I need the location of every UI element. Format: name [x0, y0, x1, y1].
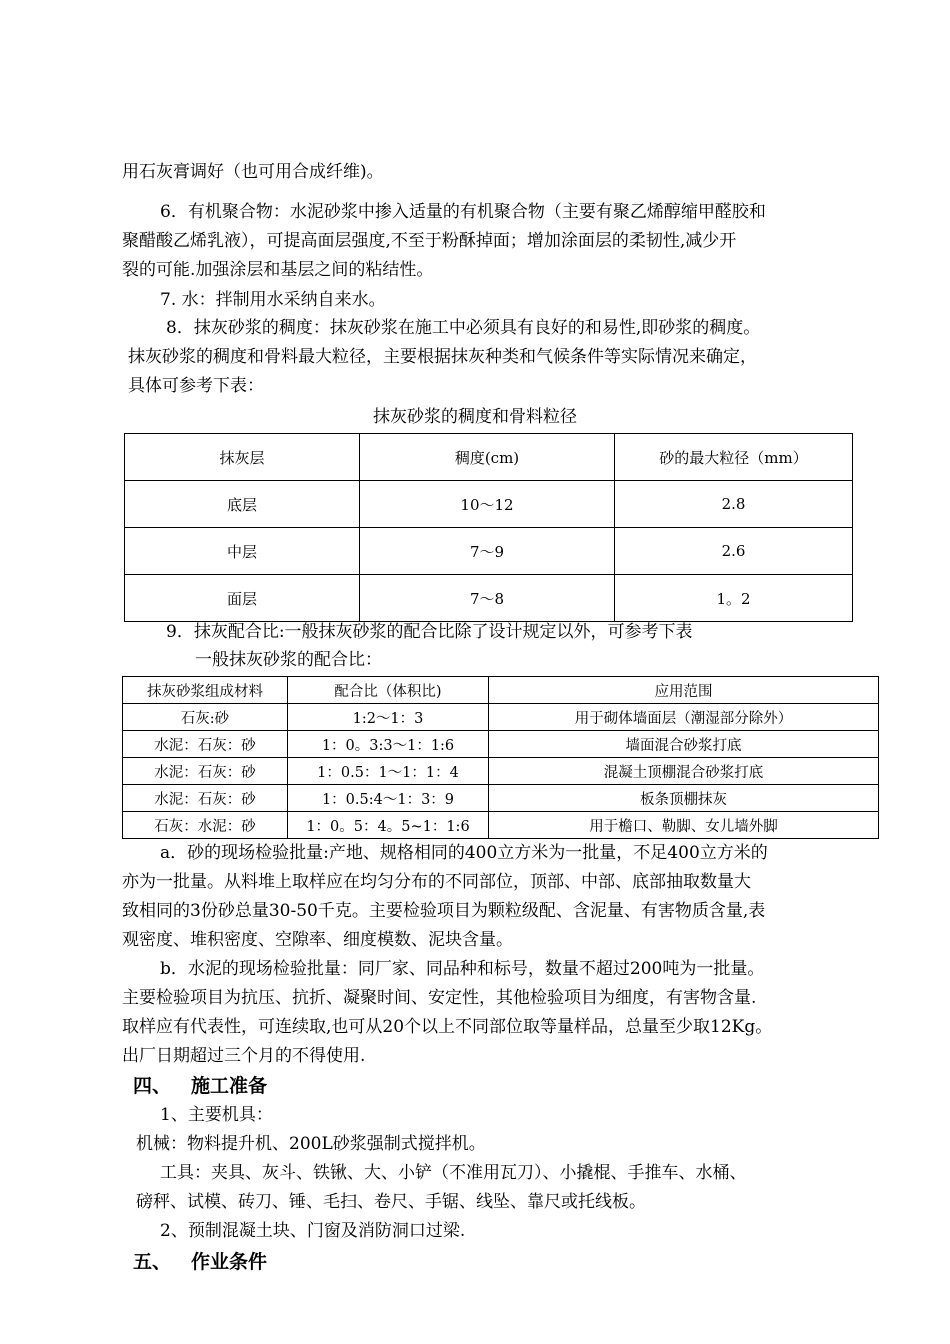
table-cell: 面层 — [125, 575, 360, 622]
table-row — [125, 481, 853, 528]
table-cell: 水泥：石灰：砂 — [123, 758, 288, 785]
table-row — [123, 758, 879, 785]
text-line: a．砂的现场检验批量:产地、规格相同的400立方米为一批量，不足400立方米的 — [160, 843, 768, 863]
table-header-cell: 砂的最大粒径（mm） — [615, 434, 853, 481]
table-cell: 2.6 — [615, 528, 853, 575]
table-header-cell: 应用范围 — [489, 677, 879, 704]
section-title: 施工准备 — [191, 1075, 268, 1097]
consistency-table — [124, 433, 853, 622]
table-caption: 一般抹灰砂浆的配合比： — [195, 650, 382, 670]
text-line: 机械：物料提升机、200L砂浆强制式搅拌机。 — [136, 1134, 486, 1154]
table-header-cell: 抹灰层 — [125, 434, 360, 481]
table-row — [123, 704, 879, 731]
table-row — [125, 575, 853, 622]
table-cell: 1:2～1：3 — [288, 704, 489, 731]
table-row — [125, 528, 853, 575]
table-cell: 水泥：石灰：砂 — [123, 785, 288, 812]
table-header-row — [123, 677, 879, 704]
table-cell: 墙面混合砂浆打底 — [489, 731, 879, 758]
text-line: 6．有机聚合物：水泥砂浆中掺入适量的有机聚合物（主要有聚乙烯醇缩甲醛胶和 — [160, 202, 766, 222]
table-cell: 1：0。3:3～1：1:6 — [288, 731, 489, 758]
table-cell: 1。2 — [615, 575, 853, 622]
text-line: 抹灰砂浆的稠度和骨料最大粒径，主要根据抹灰种类和气候条件等实际情况来确定， — [128, 347, 757, 367]
text-line: 观密度、堆积密度、空隙率、细度模数、泥块含量。 — [122, 930, 513, 950]
text-line: 工具：夹具、灰斗、铁锹、大、小铲（不准用瓦刀）、小撬棍、手推车、水桶、 — [160, 1163, 747, 1183]
table-header-cell: 稠度(cm) — [360, 434, 615, 481]
table-cell: 1：0。5：4。5~1：1:6 — [288, 812, 489, 839]
table-cell: 1：0.5：1～1：1：4 — [288, 758, 489, 785]
section-number: 五、 — [133, 1251, 172, 1273]
table-cell: 混凝土顶棚混合砂浆打底 — [489, 758, 879, 785]
mix-ratio-table — [122, 676, 879, 839]
text-line: 用石灰膏调好（也可用合成纤维)。 — [122, 162, 384, 182]
text-line: 7. 水：拌制用水采纳自来水。 — [160, 290, 386, 310]
text-line: 8．抹灰砂浆的稠度：抹灰砂浆在施工中必须具有良好的和易性,即砂浆的稠度。 — [166, 318, 761, 338]
table-cell: 1：0.5:4～1：3：9 — [288, 785, 489, 812]
text-line: 具体可参考下表： — [128, 376, 264, 396]
table-row — [123, 785, 879, 812]
text-line: 裂的可能.加强涂层和基层之间的粘结性。 — [122, 260, 434, 280]
table-header-cell: 配合比（体积比) — [288, 677, 489, 704]
text-line: 主要检验项目为抗压、抗折、凝聚时间、安定性，其他检验项目为细度，有害物含量. — [122, 988, 757, 1008]
text-line: 聚醋酸乙烯乳液），可提高面层强度,不至于粉酥掉面；增加涂面层的柔韧性,减少开 — [122, 231, 737, 251]
table-row — [123, 731, 879, 758]
table-cell: 石灰:砂 — [123, 704, 288, 731]
table-header-cell: 抹灰砂浆组成材料 — [123, 677, 288, 704]
table-cell: 底层 — [125, 481, 360, 528]
table-cell: 7～8 — [360, 575, 615, 622]
text-line: 致相同的3份砂总量30-50千克。主要检验项目为颗粒级配、含泥量、有害物质含量,表 — [122, 901, 766, 921]
text-line: 亦为一批量。从料堆上取样应在均匀分布的不同部位，顶部、中部、底部抽取数量大 — [122, 872, 751, 892]
table-cell: 10～12 — [360, 481, 615, 528]
table-cell: 用于檐口、勒脚、女儿墙外脚 — [489, 812, 879, 839]
table-cell: 板条顶棚抹灰 — [489, 785, 879, 812]
text-line: 磅秤、试模、砖刀、锤、毛扫、卷尺、手锯、线坠、靠尺或托线板。 — [136, 1192, 646, 1212]
text-line: 9．抹灰配合比:一般抹灰砂浆的配合比除了设计规定以外，可参考下表 — [166, 622, 693, 642]
text-line: 出厂日期超过三个月的不得使用. — [122, 1046, 366, 1066]
table-cell: 水泥：石灰：砂 — [123, 731, 288, 758]
table-row — [123, 812, 879, 839]
section-heading — [133, 1071, 267, 1098]
table-caption: 抹灰砂浆的稠度和骨料粒径 — [373, 407, 577, 427]
text-line: 取样应有代表性，可连续取,也可从20个以上不同部位取等量样品，总量至少取12Kg。 — [122, 1017, 773, 1037]
table-cell: 用于砌体墙面层（潮湿部分除外） — [489, 704, 879, 731]
text-line: 1、主要机具： — [160, 1105, 273, 1125]
text-line: 2、预制混凝土块、门窗及消防洞口过梁. — [160, 1221, 466, 1241]
table-cell: 中层 — [125, 528, 360, 575]
section-title: 作业条件 — [191, 1251, 268, 1273]
table-cell: 石灰：水泥：砂 — [123, 812, 288, 839]
table-header-row — [125, 434, 853, 481]
section-heading — [133, 1247, 267, 1274]
table-cell: 2.8 — [615, 481, 853, 528]
table-cell: 7～9 — [360, 528, 615, 575]
section-number: 四、 — [133, 1075, 172, 1097]
text-line: b．水泥的现场检验批量：同厂家、同品种和标号，数量不超过200吨为一批量。 — [160, 959, 765, 979]
